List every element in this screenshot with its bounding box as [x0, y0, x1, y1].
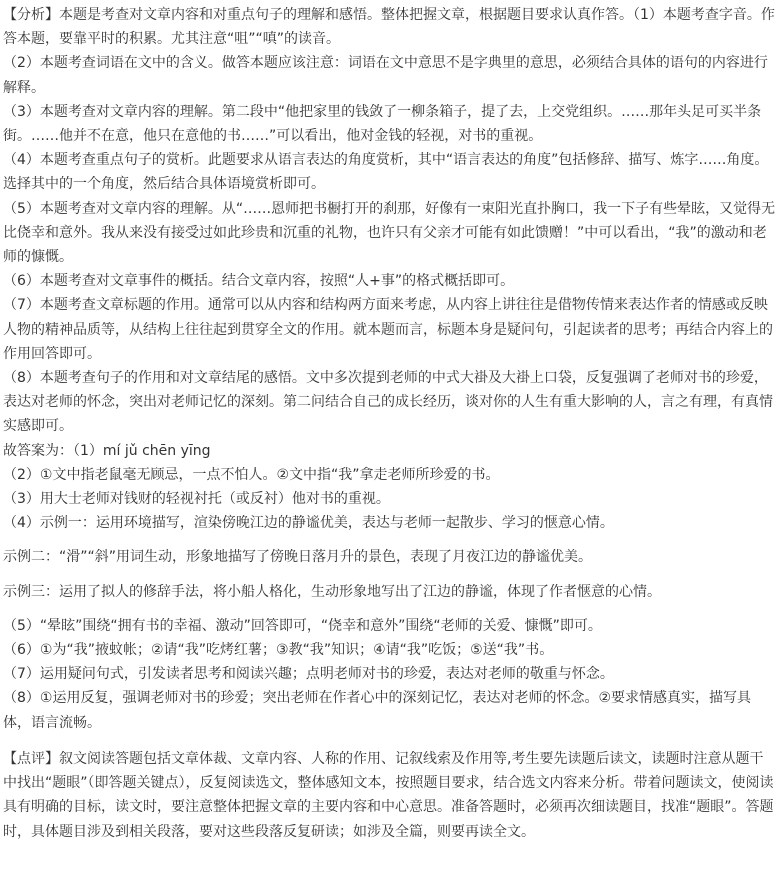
- analysis-q2: （2）本题考查词语在文中的含义。做答本题应该注意：词语在文中意思不是字典里的意思，必须结合具体的语句的内容进行解释。: [3, 55, 768, 96]
- answer-q3: （3）用大士老师对钱财的轻视衬托（或反衬）他对书的重视。: [3, 491, 390, 508]
- answer-q4: （4）示例一：运用环境描写，渲染傍晚江边的静谧优美，表达与老师一起散步、学习的惬意心情。: [3, 515, 614, 532]
- answer-q4-example-3: 示例三：运用了拟人的修辞手法，将小船人格化，生动形象地写出了江边的静谧，体现了作者惬意的心情。: [3, 583, 661, 600]
- answer-q2: （2）①文中指老鼠毫无顾忌，一点不怕人。②文中指“我”拿走老师所珍爱的书。: [3, 466, 500, 483]
- analysis-q5: （5）本题考查对文章内容的理解。从“……恩师把书橱打开的刹那，好像有一束阳光直扑胸口，我一下子有些晕眩，又觉得无比侥幸和意外。我从来没有接受过如此珍贵和沉重的礼物，也许只有父亲才可能有如此馈赠！”中可以看出，“我”的激动和老师的慷慨。: [3, 200, 776, 266]
- analysis-q3: （3）本题考查对文章内容的理解。第二段中“他把家里的钱敛了一柳条箱子，提了去，上交党组织。……那年头足可买半条街。……他并不在意，他只在意他的书……”可以看出，他对金钱的轻视，对书的重视。: [3, 103, 762, 145]
- answer-q5: （5）“晕眩”围绕“拥有书的幸福、激动”回答即可，“侥幸和意外”围绕“老师的关爱、慷慨”即可。: [3, 617, 602, 634]
- answer-q8: （8）①运用反复，强调老师对书的珍爱；突出老师在作者心中的深刻记忆，表达对老师的怀念。②要求情感真实，描写具体，语言流畅。: [3, 690, 752, 731]
- analysis-intro: 【分析】本题是考查对文章内容和对重点句子的理解和感悟。整体把握文章，根据题目要求认真作答。（1）本题考查字音。作答本题，要靠平时的积累。尤其注意“咀”“嗔”的读音。: [3, 7, 775, 48]
- comment-paragraph: 【点评】叙文阅读答题包括文章体裁、文章内容、人称的作用、记叙线索及作用等,考生要先读题后读文，读题时注意从题干中找出“题眼”（即答题关键点），反复阅读选文，整体感知文本，按照题目要求，结合选文内容来分析。带着问题读文，使阅读具有明确的目标，读文时，要注意整体把握文章的主要内容和中心意思。准备答题时，必须再次细读题目，找准“题眼”。答题时，具体题目涉及到相关段落，要对这些段落反复研读；如涉及全篇，则要再读全文。: [3, 750, 774, 840]
- answer-q6: （6）①为“我”掖蚊帐；②请“我”吃烤红薯；③教“我”知识；④请“我”吃饭；⑤送“我”书。: [3, 642, 554, 659]
- analysis-q6: （6）本题考查对文章事件的概括。结合文章内容，按照“人+事”的格式概括即可。: [3, 273, 515, 290]
- analysis-q8: （8）本题考查句子的作用和对文章结尾的感悟。文中多次提到老师的中式大褂及大褂上口袋，反复强调了老师对书的珍爱，表达对老师的怀念，突出对老师记忆的深刻。第二问结合自己的成长经历，谈对你的人生有重大影响的人，言之有理，有真情实感即可。: [3, 370, 773, 435]
- answer-q1: 故答案为：（1）mí jǔ chēn yīng: [3, 442, 211, 459]
- analysis-q4: （4）本题考查重点句子的赏析。此题要求从语言表达的角度赏析，其中“语言表达的角度”包括修辞、描写、炼字……角度。选择其中的一个角度，然后结合具体语境赏析即可。: [3, 152, 769, 193]
- answer-q7: （7）运用疑问句式，引发读者思考和阅读兴趣；点明老师对书的珍爱，表达对老师的敬重与怀念。: [3, 666, 614, 683]
- answer-q4-example-2: 示例二：“滑”“斜”用词生动，形象地描写了傍晚日落月升的景色，表现了月夜江边的静谧优美。: [3, 549, 593, 566]
- analysis-q7: （7）本题考查文章标题的作用。通常可以从内容和结构两方面来考虑，从内容上讲往往是借物传情来表达作者的情感或反映人物的精神品质等，从结构上往往起到贯穿全文的作用。就本题而言，标题本身是疑问句，引起读者的思考；再结合内容上的作用回答即可。: [3, 297, 773, 362]
